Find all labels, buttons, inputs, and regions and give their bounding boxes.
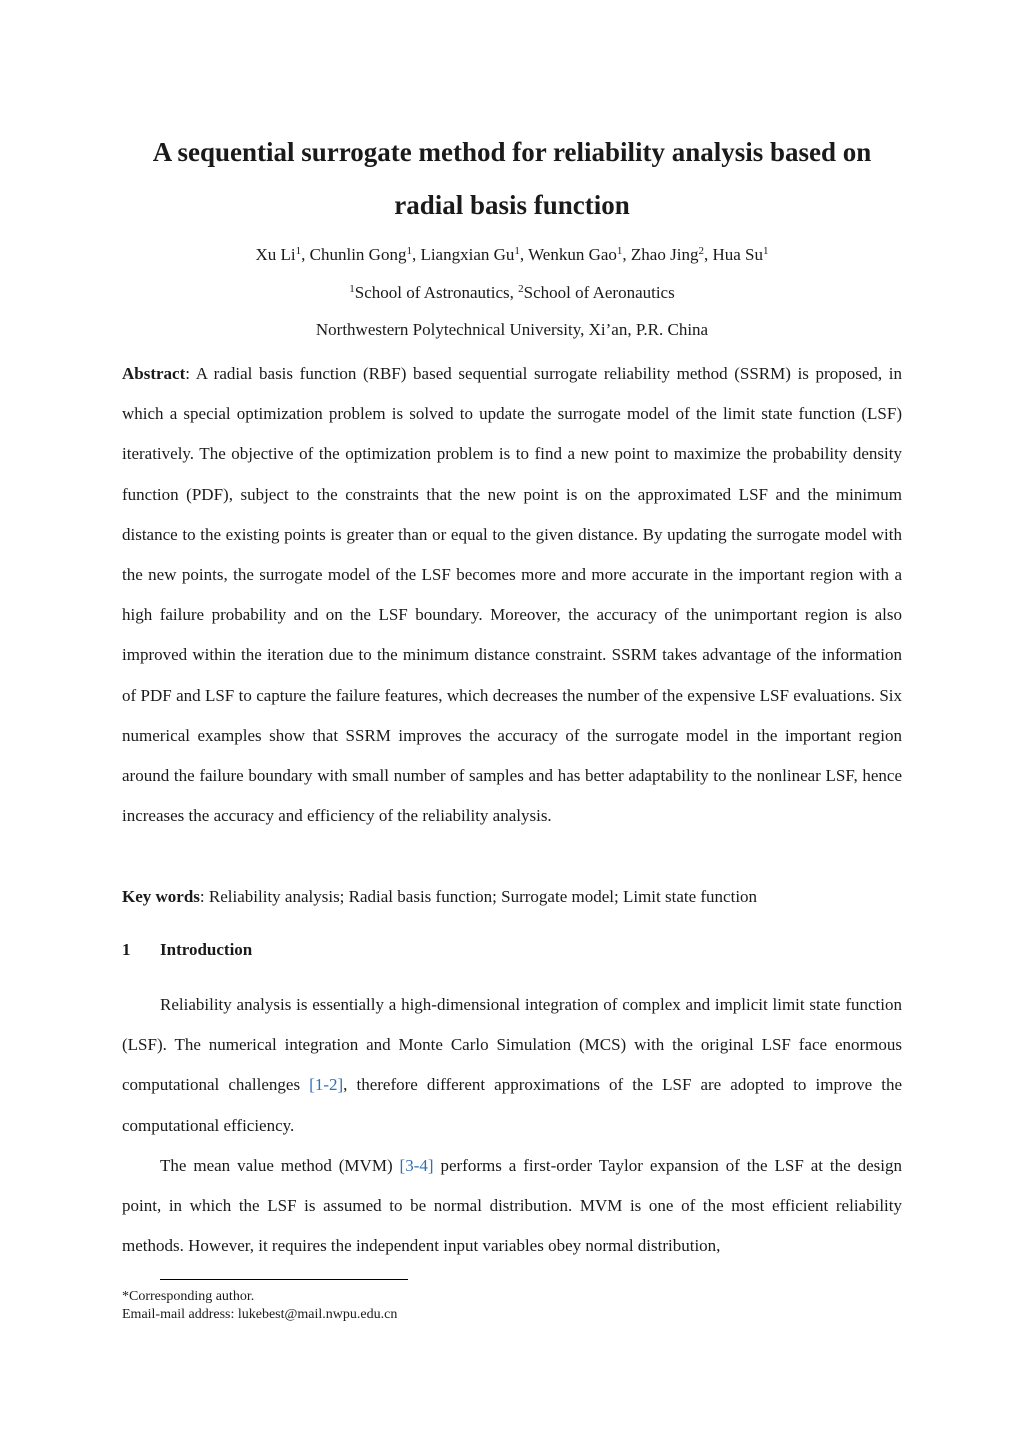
author-name: Wenkun Gao	[528, 245, 617, 264]
author-list: Xu Li$^1$, Chunlin Gong$^1$, Liangxian Gu$^1$, Wenkun Gao$^1$, Zhao Jing$^2$, Hua Su$^1$	[255, 245, 769, 264]
affiliation-name: School of Astronautics,	[354, 283, 514, 302]
affiliation-name: School of Aeronautics	[523, 283, 675, 302]
university-line: Northwestern Polytechnical University, Xi’an, P.R. China	[315, 320, 709, 339]
abstract-label: Abstract	[122, 364, 186, 383]
abstract-paragraph	[122, 354, 902, 836]
footnote-divider	[160, 1279, 408, 1280]
author-name: Chunlin Gong	[309, 245, 407, 264]
footnote-email: Email-mail address: lukebest@mail.nwpu.edu.cn	[122, 1307, 398, 1322]
affiliations	[0, 282, 1024, 304]
intro-paragraph-2	[122, 1146, 902, 1267]
keywords-label: Key words	[122, 887, 200, 906]
author-name: Liangxian Gu	[420, 245, 515, 264]
author-affiliation-mark: 2	[698, 245, 704, 257]
author-name: Xu Li	[255, 245, 296, 264]
author-affiliation-mark: 1	[295, 245, 302, 257]
author-affiliation-mark: 1	[514, 245, 520, 257]
paragraph-text: The mean value method (MVM)	[160, 1156, 400, 1175]
paragraph-text: performs a first-order Taylor expansion of the LSF at the design point, in which the LSF is assumed to be normal distribution. MVM is one of the most efficient reliability methods. However, it requires the independent input variables obey normal distribution,	[122, 1156, 902, 1256]
section-number: 1	[122, 940, 131, 959]
author-affiliation-mark: 1	[616, 245, 623, 257]
author-name: Hua Su	[712, 245, 763, 264]
affiliation-mark: 2	[518, 283, 524, 295]
author-affiliation-mark: 1	[762, 245, 769, 257]
abstract-text: : A radial basis function (RBF) based sequential surrogate reliability method (SSRM) is proposed, in which a special optimization problem is solved to update the surrogate model of the limit state function (LSF) iteratively. The objective of the optimization problem is to find a new point to maximize the probability density function (PDF), subject to the constraints that the new point is on the approximated LSF and the minimum distance to the existing points is greater than or equal to the given distance. By updating the surrogate model with the new points, the surrogate model of the LSF becomes more and more accurate in the important region with a high failure probability and on the LSF boundary. Moreover, the accuracy of the unimportant region is also improved within the iteration due to the minimum distance constraint. SSRM takes advantage of the information of PDF and LSF to capture the failure features, which decreases the number of the expensive LSF evaluations. Six numerical examples show that SSRM improves the accuracy of the surrogate model in the important region around the failure boundary with small number of samples and has better adaptability to the nonlinear LSF, hence increases the accuracy and efficiency of the reliability analysis.	[122, 364, 902, 826]
affiliation-mark: 1	[349, 283, 355, 295]
footnote-corresponding-author: *Corresponding author.	[122, 1289, 255, 1304]
section-title: Introduction	[160, 940, 253, 959]
paper-title-line-1: A sequential surrogate method for reliability analysis based on	[152, 137, 872, 167]
citation-link[interactable]: [1-2]	[309, 1075, 344, 1095]
paragraph-text: , therefore different approximations of the LSF are adopted to improve the computational efficiency.	[122, 1075, 902, 1135]
author-affiliation-mark: 1	[406, 245, 412, 257]
paper-title-line-2: radial basis function	[394, 190, 630, 220]
keywords-text: : Reliability analysis; Radial basis function; Surrogate model; Limit state function	[199, 887, 758, 906]
author-name: Zhao Jing	[630, 245, 699, 264]
intro-paragraph-1	[122, 985, 902, 1146]
citation-link[interactable]: [3-4]	[399, 1156, 434, 1175]
paragraph-text: Reliability analysis is essentially a high-dimensional integration of complex and implicit limit state function (LSF). The numerical integration and Monte Carlo Simulation (MCS) with the original LSF face enormous computational challenges	[122, 995, 902, 1095]
section-heading	[122, 939, 252, 961]
keywords-paragraph	[122, 877, 902, 917]
